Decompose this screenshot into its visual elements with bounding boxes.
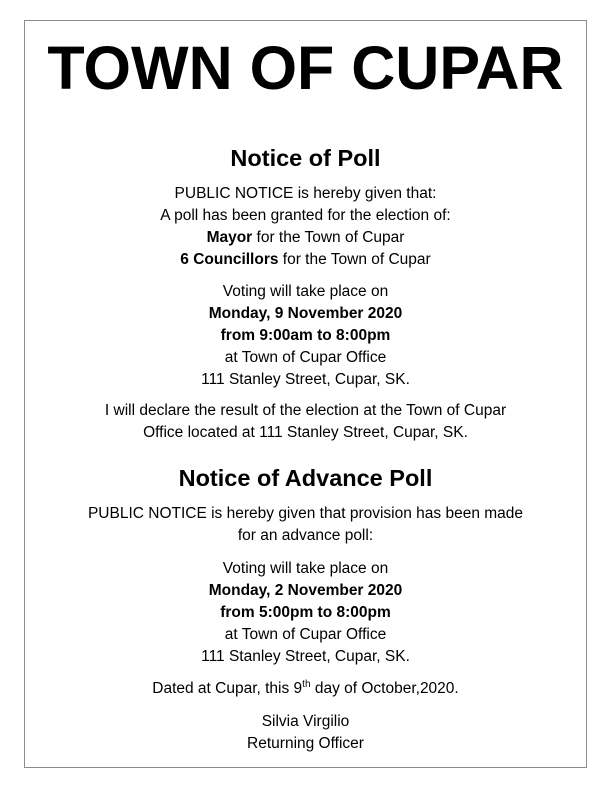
notice-of-poll-heading: Notice of Poll xyxy=(230,145,381,171)
advance-poll-voting-details xyxy=(24,558,587,668)
signature-block xyxy=(24,711,587,755)
mayor-line xyxy=(24,227,587,249)
poll-intro-line-1: PUBLIC NOTICE is hereby given that: xyxy=(174,185,437,202)
advance-poll-time: from 5:00pm to 8:00pm xyxy=(220,604,391,621)
mayor-label: Mayor xyxy=(206,229,253,246)
town-title: TOWN OF CUPAR xyxy=(47,34,564,102)
poll-date: Monday, 9 November 2020 xyxy=(208,305,403,322)
councillors-text: for the Town of Cupar xyxy=(278,251,431,268)
declaration-line-1: I will declare the result of the election at the Town of Cupar xyxy=(104,402,507,419)
signatory-role: Returning Officer xyxy=(247,735,364,752)
advance-poll-location: at Town of Cupar Office xyxy=(224,626,387,643)
dated-ordinal-suffix: th xyxy=(302,678,311,690)
dated-line xyxy=(24,678,587,700)
poll-intro xyxy=(24,183,587,271)
poll-time: from 9:00am to 8:00pm xyxy=(220,327,391,344)
poll-location: at Town of Cupar Office xyxy=(224,349,387,366)
declaration-statement xyxy=(24,400,587,444)
poll-intro-line-2: A poll has been granted for the election of: xyxy=(160,207,451,224)
councillors-label: 6 Councillors xyxy=(180,251,279,268)
notice-of-advance-poll-heading: Notice of Advance Poll xyxy=(178,465,433,491)
advance-poll-address: 111 Stanley Street, Cupar, SK. xyxy=(201,648,410,665)
notice-document xyxy=(24,20,587,755)
poll-voting-intro: Voting will take place on xyxy=(222,283,389,300)
signatory-name: Silvia Virgilio xyxy=(261,713,350,730)
advance-poll-date: Monday, 2 November 2020 xyxy=(208,582,403,599)
dated-suffix: day of October,2020. xyxy=(310,680,459,697)
poll-voting-details xyxy=(24,281,587,391)
poll-address: 111 Stanley Street, Cupar, SK. xyxy=(201,371,410,388)
mayor-text: for the Town of Cupar xyxy=(252,229,405,246)
advance-intro-line-1: PUBLIC NOTICE is hereby given that provision has been made xyxy=(87,505,524,522)
advance-voting-intro: Voting will take place on xyxy=(222,560,389,577)
advance-poll-intro xyxy=(24,503,587,547)
declaration-line-2: Office located at 111 Stanley Street, Cupar, SK. xyxy=(143,424,468,441)
councillors-line xyxy=(24,249,587,271)
advance-intro-line-2: for an advance poll: xyxy=(237,527,374,544)
dated-prefix: Dated at Cupar, this 9 xyxy=(152,680,303,697)
